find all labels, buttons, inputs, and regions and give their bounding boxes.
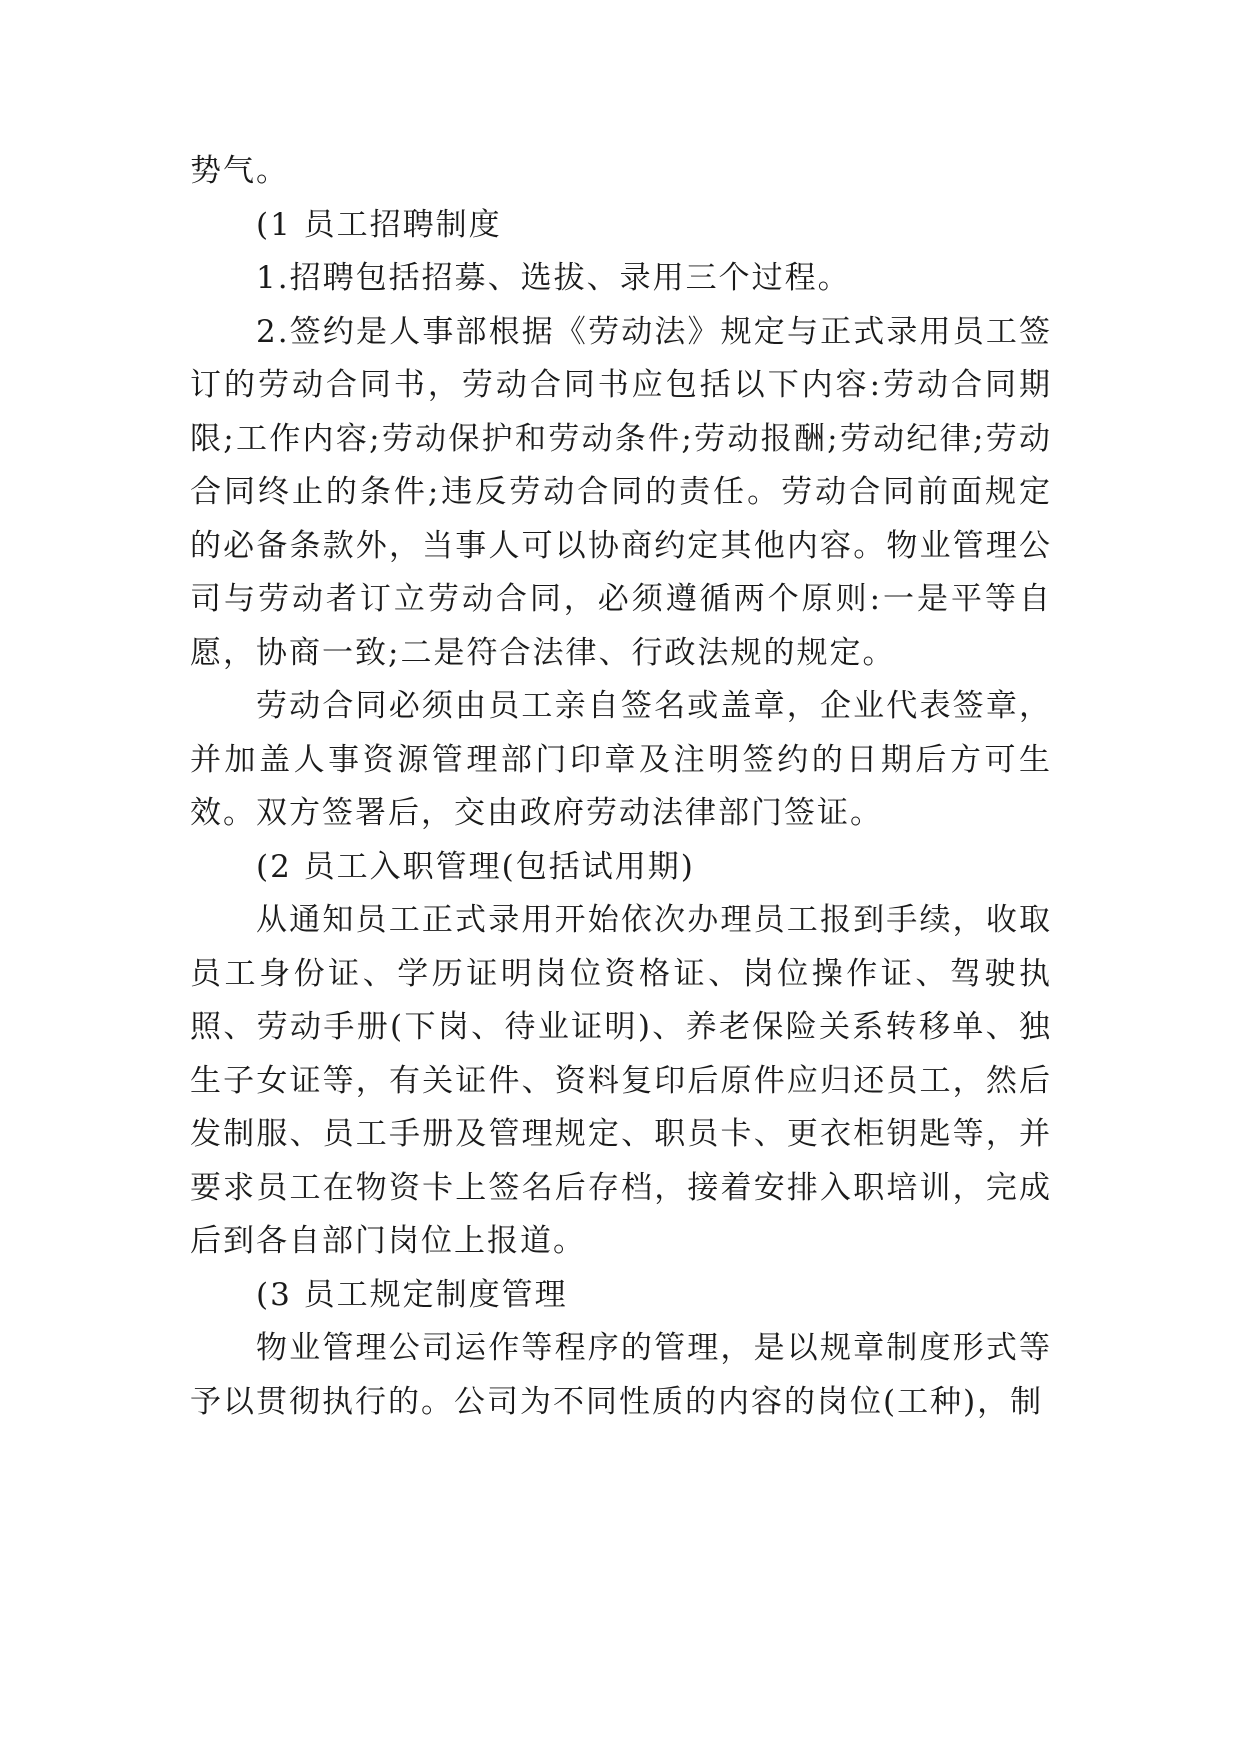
paragraph: 势气。 <box>190 153 289 189</box>
list-item: 2.签约是人事部根据《劳动法》规定与正式录用员工签订的劳动合同书，劳动合同书应包括以下内容:劳动合同期限;工作内容;劳动保护和劳动条件;劳动报酬;劳动纪律;劳动合同终止的条件;违反劳动合同的责任。劳动合同前面规定的必备条款外，当事人可以协商约定其他内容。物业管理公司与劳动者订立劳动合同，必须遵循两个原则:一是平等自愿，协商一致;二是符合法律、行政法规的规定。 <box>190 313 1052 671</box>
section-heading-regulations: (3 员工规定制度管理 <box>256 1276 568 1313</box>
section-heading-recruitment: (1 员工招聘制度 <box>256 206 502 243</box>
list-item: 1.招聘包括招募、选拔、录用三个过程。 <box>256 260 851 296</box>
document-body <box>190 145 1052 1429</box>
section-heading-onboarding: (2 员工入职管理(包括试用期) <box>256 848 695 885</box>
paragraph: 物业管理公司运作等程序的管理，是以规章制度形式等予以贯彻执行的。公司为不同性质的内容的岗位(工种)，制 <box>190 1330 1052 1420</box>
paragraph: 劳动合同必须由员工亲自签名或盖章，企业代表签章，并加盖人事资源管理部门印章及注明签约的日期后方可生效。双方签署后，交由政府劳动法律部门签证。 <box>190 688 1052 831</box>
paragraph: 从通知员工正式录用开始依次办理员工报到手续，收取员工身份证、学历证明岗位资格证、岗位操作证、驾驶执照、劳动手册(下岗、待业证明)、养老保险关系转移单、独生子女证等，有关证件、资料复印后原件应归还员工，然后发制服、员工手册及管理规定、职员卡、更衣柜钥匙等，并要求员工在物资卡上签名后存档，接着安排入职培训，完成后到各自部门岗位上报道。 <box>190 902 1052 1259</box>
